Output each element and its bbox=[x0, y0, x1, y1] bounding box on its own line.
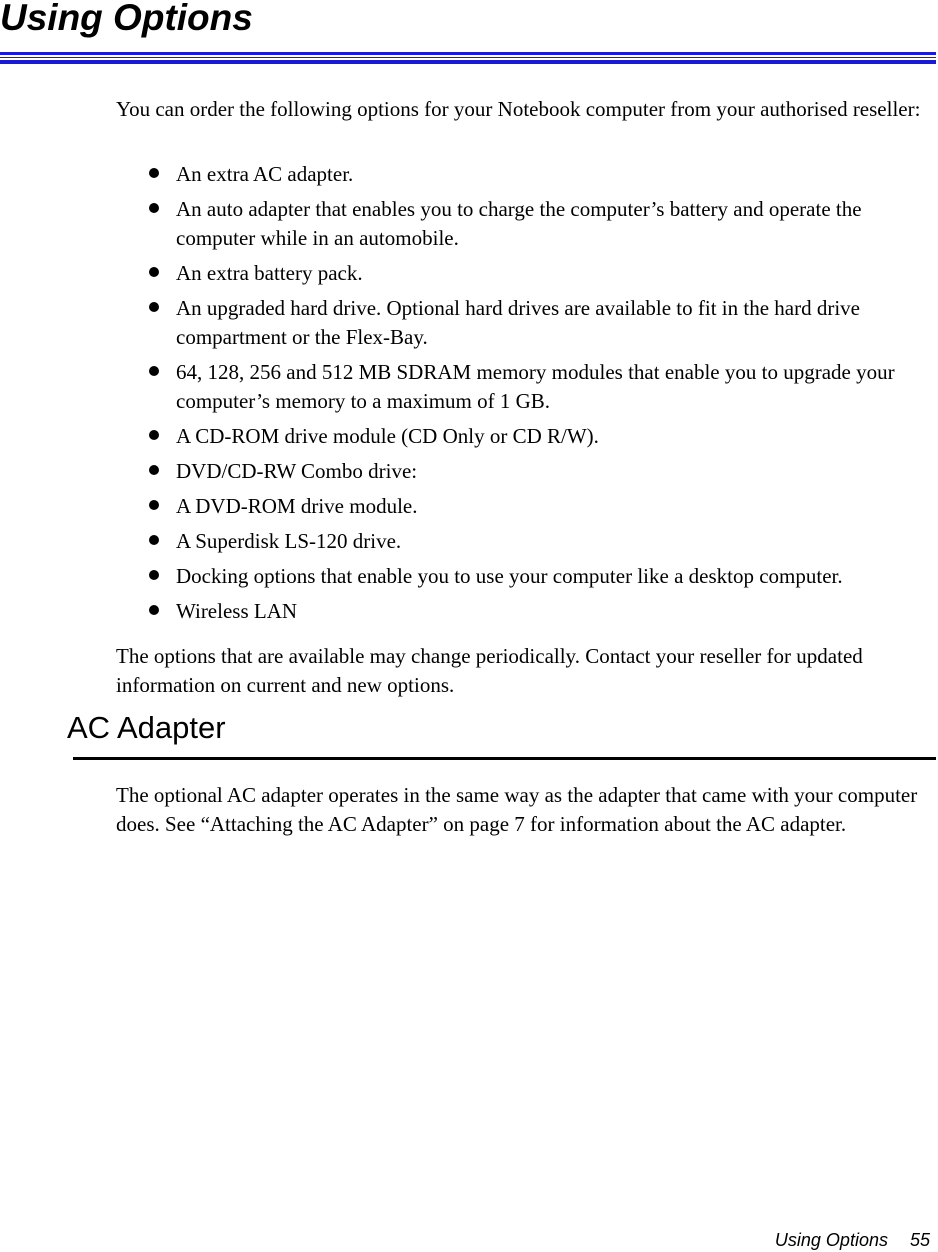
list-item-text: An auto adapter that enables you to charge the computer’s battery and operate the computer while in an automobile. bbox=[176, 197, 862, 250]
footer-section-name: Using Options bbox=[774, 1230, 888, 1250]
list-item bbox=[145, 195, 937, 253]
title-rule bbox=[0, 50, 936, 65]
list-item bbox=[145, 160, 937, 189]
bullet-icon bbox=[149, 203, 159, 213]
list-item-text: An extra AC adapter. bbox=[176, 162, 354, 186]
bullet-icon bbox=[149, 535, 159, 545]
title-rule-line bbox=[0, 52, 936, 55]
bullet-icon bbox=[149, 430, 159, 440]
list-item bbox=[145, 259, 937, 288]
title-rule-line bbox=[0, 57, 936, 58]
list-item-text: An upgraded hard drive. Optional hard drives are available to fit in the hard drive compartment or the Flex-Bay. bbox=[176, 296, 861, 349]
page-number: 55 bbox=[909, 1230, 930, 1250]
list-item-text: 64, 128, 256 and 512 MB SDRAM memory modules that enable you to upgrade your computer’s memory to a maximum of 1 GB. bbox=[176, 360, 895, 413]
list-item bbox=[145, 422, 937, 451]
page-footer bbox=[775, 1228, 930, 1252]
list-item bbox=[145, 597, 937, 626]
list-item bbox=[145, 527, 937, 556]
title-rule-line bbox=[0, 60, 936, 64]
section-heading: AC Adapter bbox=[67, 710, 226, 745]
bullet-icon bbox=[149, 500, 159, 510]
list-item-text: A Superdisk LS-120 drive. bbox=[176, 529, 402, 553]
list-item-text: A CD-ROM drive module (CD Only or CD R/W). bbox=[176, 424, 599, 448]
list-item-text: A DVD-ROM drive module. bbox=[176, 494, 418, 518]
bullet-icon bbox=[149, 366, 159, 376]
list-item bbox=[145, 562, 937, 591]
page-title: Using Options bbox=[0, 0, 253, 38]
list-item-text: Wireless LAN bbox=[176, 599, 298, 623]
bullet-icon bbox=[149, 302, 159, 312]
options-list bbox=[145, 160, 937, 632]
section-paragraph: The optional AC adapter operates in the same way as the adapter that came with your computer does. See “Attaching the AC Adapter” on page 7 for information about the AC adapter. bbox=[116, 783, 918, 836]
bullet-icon bbox=[149, 267, 159, 277]
list-item-text: An extra battery pack. bbox=[176, 261, 363, 285]
bullet-icon bbox=[149, 465, 159, 475]
bullet-icon bbox=[149, 605, 159, 615]
bullet-icon bbox=[149, 570, 159, 580]
list-item bbox=[145, 294, 937, 352]
closing-paragraph: The options that are available may change periodically. Contact your reseller for updated information on current and new options. bbox=[116, 644, 863, 697]
list-item bbox=[145, 358, 937, 416]
list-item bbox=[145, 492, 937, 521]
bullet-icon bbox=[149, 168, 159, 178]
section-rule bbox=[73, 757, 936, 760]
list-item-text: DVD/CD-RW Combo drive: bbox=[176, 459, 418, 483]
list-item bbox=[145, 457, 937, 486]
intro-paragraph: You can order the following options for your Notebook computer from your authorised reseller: bbox=[116, 97, 921, 121]
list-item-text: Docking options that enable you to use your computer like a desktop computer. bbox=[176, 564, 843, 588]
